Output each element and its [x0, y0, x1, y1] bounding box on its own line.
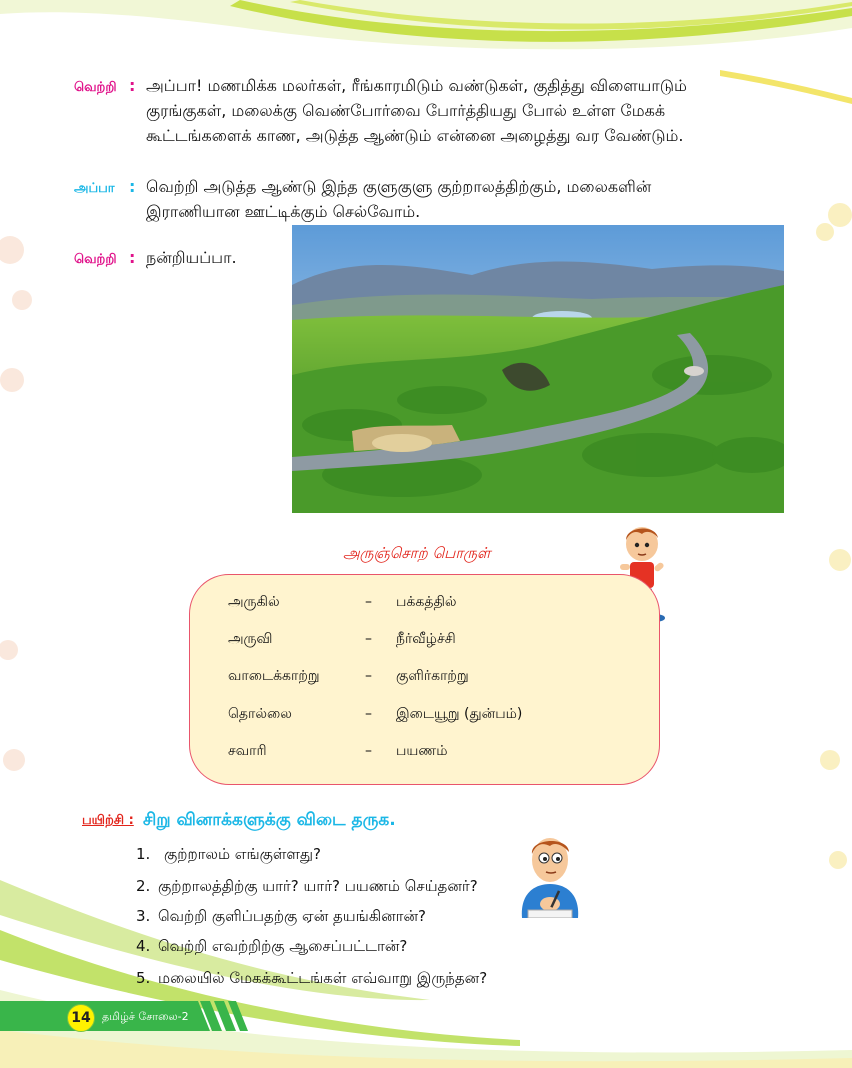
vocab-dash: –: [365, 668, 372, 684]
question-text: குற்றாலத்திற்கு யார்? யார்? பயணம் செய்தனர்?: [158, 877, 478, 895]
vocab-word: வாடைக்காற்று: [228, 668, 320, 684]
speaker-colon: :: [129, 248, 136, 267]
vocab-meaning: பயணம்: [396, 743, 448, 759]
speaker-label: அப்பா: [74, 181, 115, 196]
speaker-label: வெற்றி: [74, 252, 117, 267]
question-number: 2.: [136, 877, 151, 895]
question-number: 1.: [136, 845, 151, 863]
question-text: குற்றாலம் எங்குள்ளது?: [164, 845, 321, 863]
vocab-word: அருவி: [228, 631, 273, 647]
vocab-dash: –: [365, 594, 372, 610]
page-number: 14: [67, 1004, 95, 1032]
vocab-meaning: குளிர்காற்று: [396, 668, 469, 684]
vocab-meaning: பக்கத்தில்: [396, 594, 457, 610]
vocab-dash: –: [365, 743, 372, 759]
speaker-label: வெற்றி: [74, 80, 117, 95]
exercise-title: சிறு வினாக்களுக்கு விடை தருக.: [143, 810, 396, 830]
dialogue-line: நன்றியப்பா.: [146, 248, 237, 267]
writing-boy-illustration: [514, 834, 586, 918]
speaker-colon: :: [129, 177, 136, 196]
exercise-label: பயிற்சி :: [82, 813, 134, 828]
vocab-meaning: இடையூறு (துன்பம்): [396, 706, 523, 722]
question-text: மலையில் மேகக்கூட்டங்கள் எவ்வாறு இருந்தன?: [158, 969, 488, 987]
vocab-meaning: நீர்வீழ்ச்சி: [396, 631, 456, 647]
vocab-dash: –: [365, 631, 372, 647]
vocab-dash: –: [365, 706, 372, 722]
question-text: வெற்றி குளிப்பதற்கு ஏன் தயங்கினான்?: [158, 907, 426, 925]
hill-road-photo: [292, 225, 784, 513]
question-number: 4.: [136, 937, 151, 955]
dialogue-line: வெற்றி அடுத்த ஆண்டு இந்த குளுகுளு குற்றாலத்திற்கும், மலைகளின்: [146, 177, 652, 196]
dialogue-line: குரங்குகள், மலைக்கு வெண்போர்வை போர்த்தியது போல் உள்ள மேகக்: [146, 101, 666, 120]
dialogue-line: இராணியான ஊட்டிக்கும் செல்வோம்.: [146, 202, 421, 221]
dialogue-line: கூட்டங்களைக் காண, அடுத்த ஆண்டும் என்னை அழைத்து வர வேண்டும்.: [146, 126, 684, 145]
vocab-word: தொல்லை: [228, 706, 292, 722]
dialogue-line: அப்பா! மணமிக்க மலர்கள், ரீங்காரமிடும் வண்டுகள், குதித்து விளையாடும்: [146, 76, 687, 95]
vocabulary-title: அருஞ்சொற் பொருள்: [343, 544, 491, 562]
question-number: 5.: [136, 969, 151, 987]
book-title: தமிழ்ச் சோலை-2: [102, 1010, 189, 1023]
question-text: வெற்றி எவற்றிற்கு ஆசைப்பட்டான்?: [158, 937, 408, 955]
question-number: 3.: [136, 907, 151, 925]
vocab-word: அருகில்: [228, 594, 280, 610]
speaker-colon: :: [129, 76, 136, 95]
vocab-word: சவாரி: [228, 743, 267, 759]
